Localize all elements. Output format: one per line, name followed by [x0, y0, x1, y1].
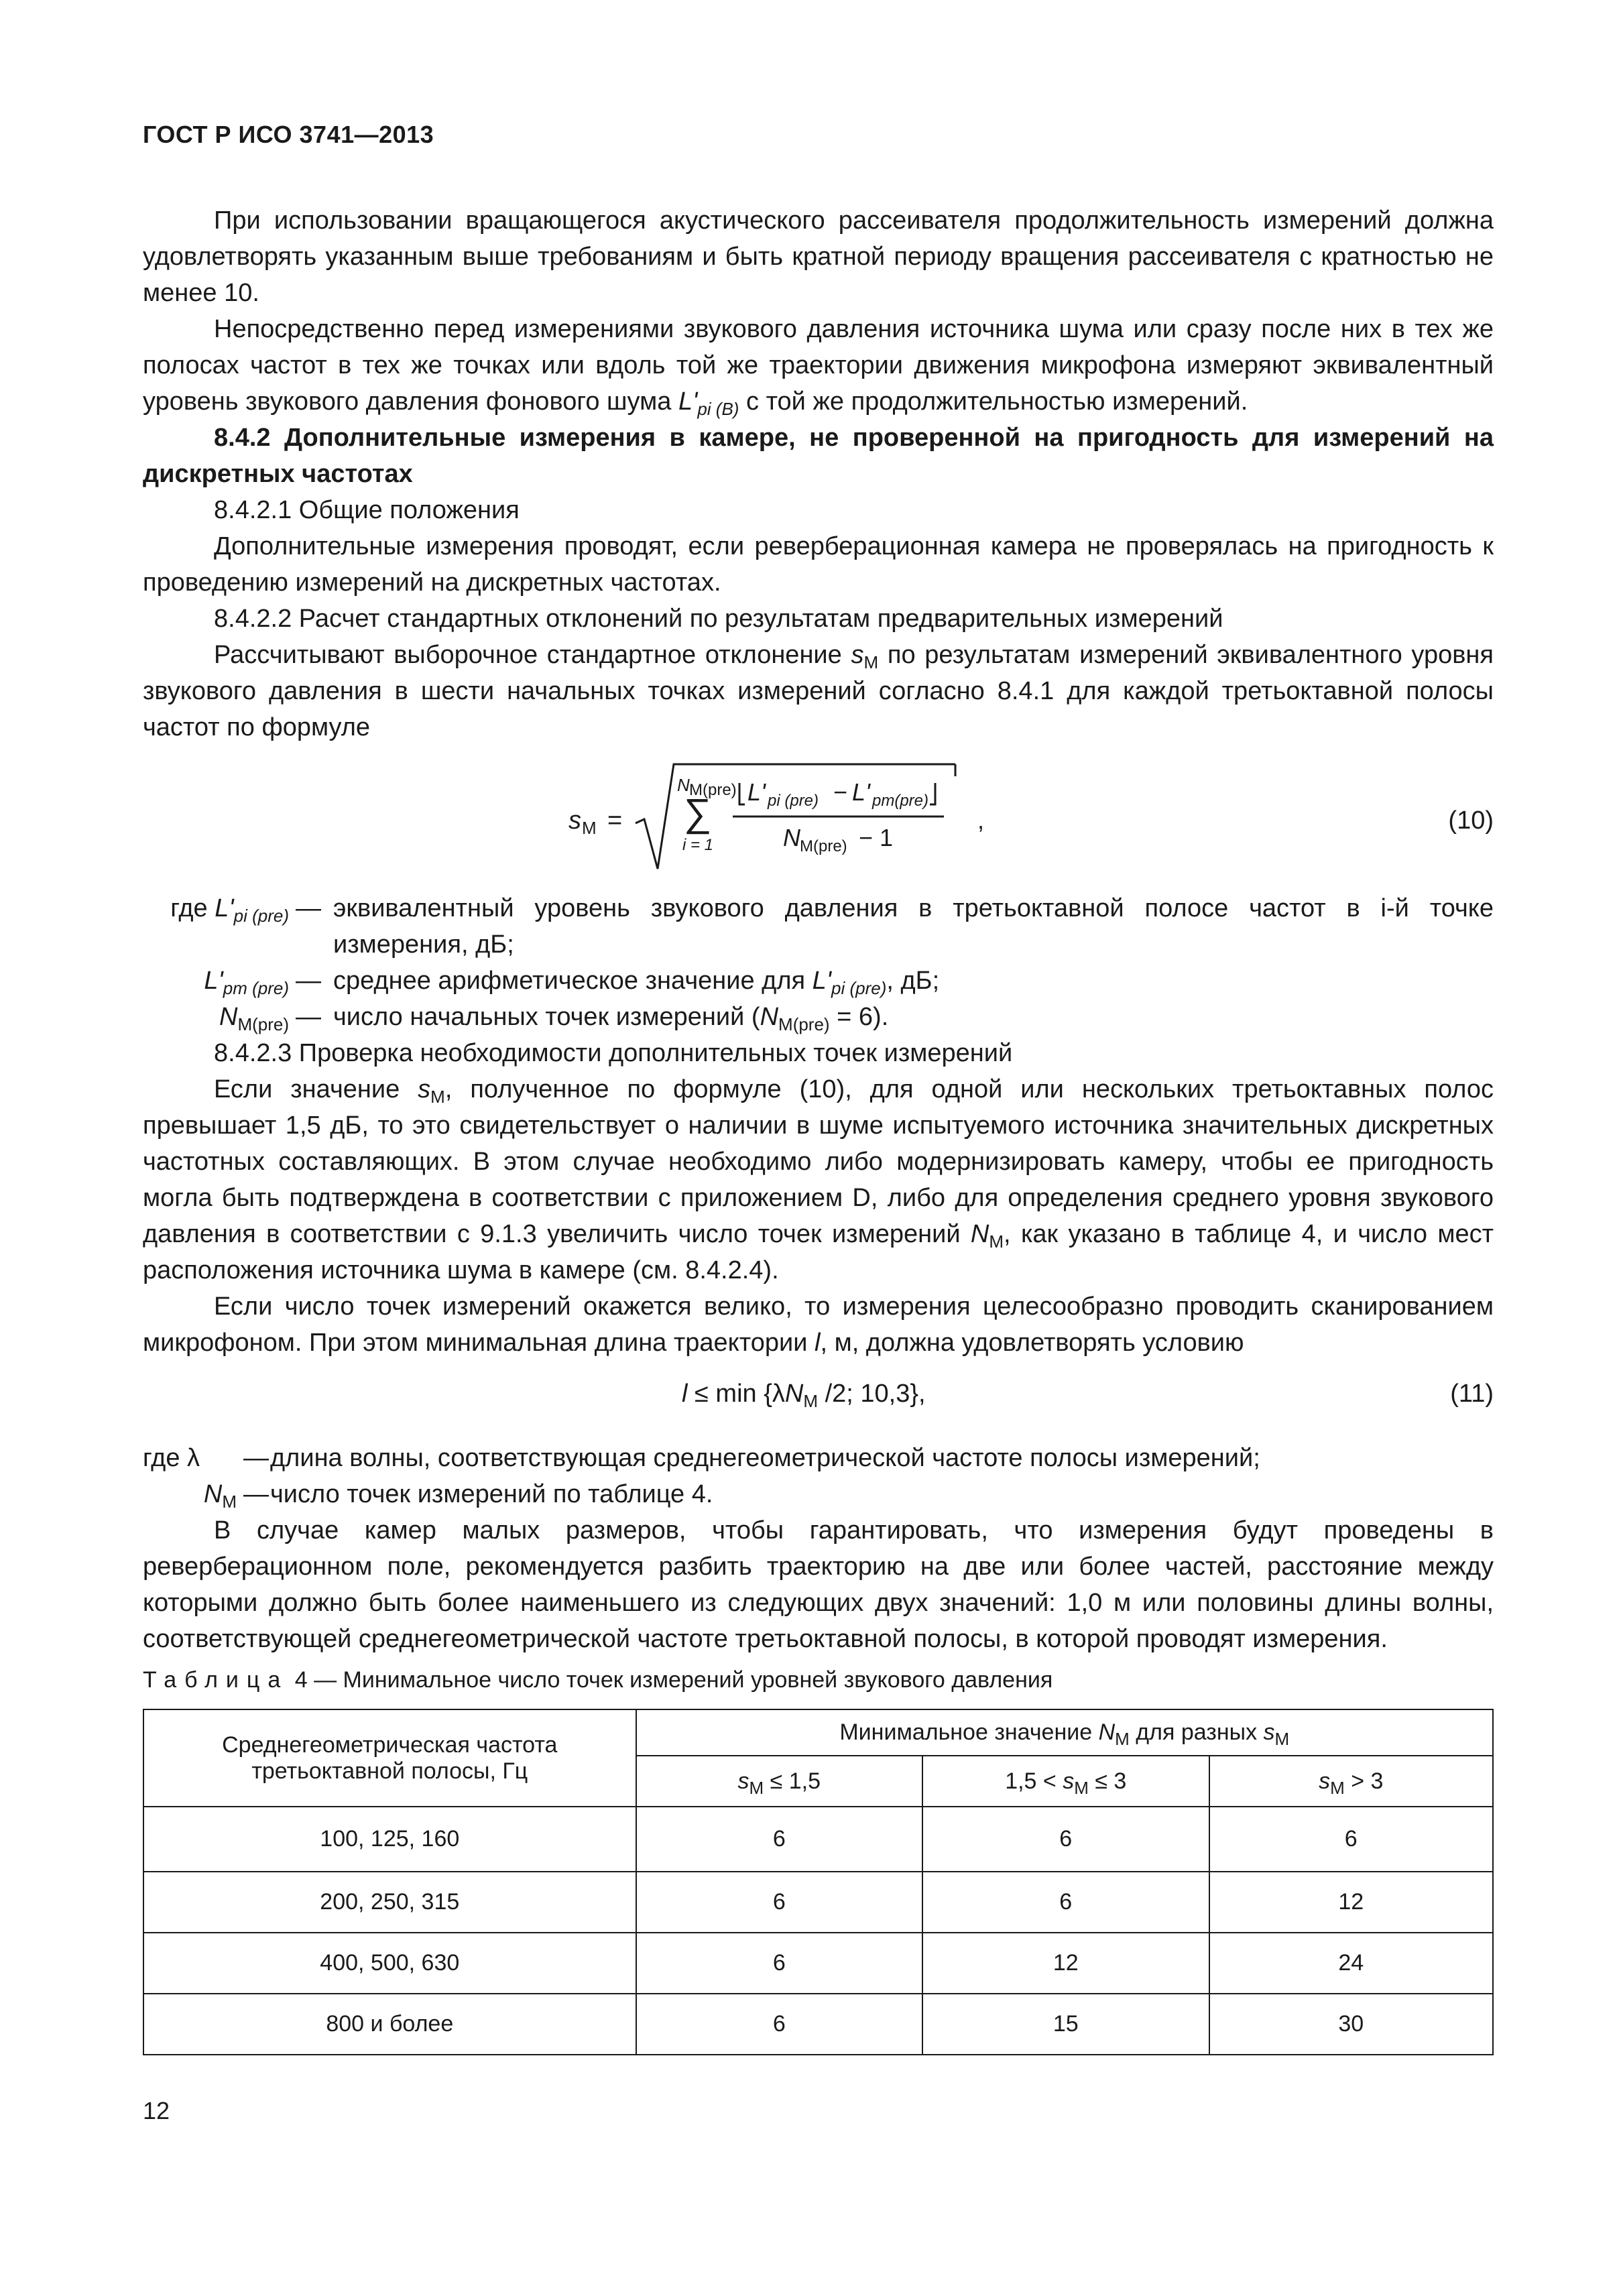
- header-frequency: Среднегеометрическая частота третьоктавной полосы, Гц: [143, 1709, 636, 1807]
- numerator-term-1: L': [747, 778, 766, 806]
- paragraph: Если число точек измерений окажется велико, то измерения целесообразно проводить сканированием микрофоном. При этом минимальная длина траектории l, м, должна удовлетворять условию: [143, 1292, 1494, 1357]
- paragraph: Если значение $s_M$, полученное по формуле (10), для одной или нескольких третьоктавных полос превышает 1,5 дБ, то это свидетельствует о наличии в шуме испытуемого источника значительных дискретных частотных составляющих. В этом случае необходимо либо модернизировать камеру, чтобы ее пригодность могла быть подтверждена в соответствии с приложением D, либо для определения среднего уровня звукового давления в соответствии с 9.1.3 увеличить число точек измерений $N_M$, как указано в таблице 4, и число мест расположения источника шума в камере (см. 8.4.2.4).: [143, 1075, 1494, 1284]
- table-cell: 800 и более: [143, 1994, 636, 2055]
- body-text-block-1: [143, 202, 1494, 745]
- denominator-sub: M(pre): [800, 837, 847, 855]
- table-cell: 6: [636, 1933, 922, 1994]
- sum-lower-limit: i = 1: [682, 836, 714, 854]
- paragraph: Дополнительные измерения проводят, если реверберационная камера не проверялась на пригодность к проведению измерений на дискретных частотах.: [143, 532, 1494, 597]
- formula-11: [143, 1376, 1494, 1412]
- section-heading-8-4-2: 8.4.2 Дополнительные измерения в камере, не проверенной на пригодность для измерений на дискретных частотах: [143, 424, 1494, 488]
- table-cell: 400, 500, 630: [143, 1933, 636, 1994]
- table-cell: 24: [1209, 1933, 1494, 1994]
- sum-upper-limit-sub: M(pre): [689, 781, 737, 799]
- table-cell: 6: [1209, 1807, 1494, 1872]
- section-heading-8-4-2-1: 8.4.2.1 Общие положения: [214, 496, 520, 524]
- equation-number-10: (10): [1448, 806, 1494, 835]
- equation-number-11: (11): [1450, 1380, 1494, 1408]
- body-text-block-2: [143, 890, 1494, 1361]
- table-row: [143, 1872, 1493, 1933]
- sum-symbol: ∑: [684, 791, 712, 835]
- definition-row: где λ — длина волны, соответствующая среднегеометрической частоте полосы измерений;: [143, 1444, 1260, 1472]
- header-sm-le-1-5: $s_M \le 1,5$: [636, 1756, 922, 1807]
- definition-row: $N_M$ — число точек измерений по таблице 4.: [203, 1480, 713, 1512]
- definition-row: $N_{M(pre)}$ — число начальных точек измерений $(N_{M(pre)} = 6)$.: [219, 1003, 889, 1034]
- section-heading-8-4-2-3: 8.4.2.3 Проверка необходимости дополнительных точек измерений: [214, 1039, 1013, 1067]
- table-row: [143, 1933, 1493, 1994]
- table-cell: 15: [922, 1994, 1209, 2055]
- header-minimum-value: Минимальное значение $N_M$ для разных $s_M$: [636, 1709, 1493, 1756]
- formula-10: [143, 749, 1494, 877]
- paragraph: При использовании вращающегося акустического рассеивателя продолжительность измерений должна удовлетворять указанным выше требованиям и быть кратной периоду вращения рассеивателя с кратностью не менее 10.: [143, 206, 1494, 307]
- table-4: [143, 1709, 1494, 2055]
- numerator-minus: −: [833, 778, 848, 806]
- numerator-term-2-sub: pm(pre): [872, 792, 929, 810]
- formula-11-body: $l \le \min \{\lambda N_M$ /2; 10,3},: [682, 1380, 926, 1411]
- table-cell: 30: [1209, 1994, 1494, 2055]
- page-number: 12: [143, 2097, 170, 2124]
- paragraph: В случае камер малых размеров, чтобы гарантировать, что измерения будут проведены в реверберационном поле, рекомендуется разбить траекторию на две или более частей, расстояние между которыми должно быть более наименьшего из следующих двух значений: 1,0 м или половины длины волны, соответствующей среднегеометрической частоте третьоктавной полосы, в которой проводят измерения.: [143, 1516, 1494, 1653]
- paragraph: Рассчитывают выборочное стандартное отклонение $s_M$ по результатам измерений эквивалентного уровня звукового давления в шести начальных точках измерений согласно 8.4.1 для каждой третьоктавной полосы частот по формуле: [143, 641, 1494, 741]
- table-row: [143, 1994, 1493, 2055]
- table-row: [143, 1807, 1493, 1872]
- section-heading-8-4-2-2: 8.4.2.2 Расчет стандартных отклонений по результатам предварительных измерений: [214, 605, 1223, 633]
- table-cell: 6: [922, 1872, 1209, 1933]
- document-header: ГОСТ Р ИСО 3741—2013: [143, 121, 434, 148]
- paragraph: Непосредственно перед измерениями звукового давления источника шума или сразу после них в тех же полосах частот в тех же точках или вдоль той же траектории движения микрофона измеряют эквивалентный уровень звукового давления фонового шума $L'_{pi (B)}$ с той же продолжительностью измерений.: [143, 315, 1494, 419]
- body-text-block-3: [143, 1440, 1494, 1657]
- formula-lhs-sub: M: [582, 818, 597, 838]
- table-cell: 12: [1209, 1872, 1494, 1933]
- numerator-term-2: L': [852, 778, 870, 806]
- denominator-tail: − 1: [859, 824, 894, 851]
- table-header-row: [143, 1709, 1493, 1756]
- table-cell: 6: [922, 1807, 1209, 1872]
- denominator: N: [783, 824, 800, 851]
- definition-row: $L'_{pm (pre)}$ — среднее арифметическое значение для $L'_{pi (pre)}$, дБ;: [204, 967, 940, 998]
- formula-eq: =: [607, 806, 623, 835]
- formula-11-definitions: [143, 1440, 1494, 1512]
- formula-comma: ,: [977, 806, 985, 834]
- table-caption: Таблица 4 — Минимальное число точек измерений уровней звукового давления: [143, 1667, 1053, 1693]
- sum-upper-limit: N: [677, 775, 690, 795]
- header-sm-gt-3: $s_M > 3$: [1209, 1756, 1494, 1807]
- formula-10-definitions: [143, 890, 1494, 1035]
- header-sm-1-5-to-3: $1,5 < s_M \le 3$: [922, 1756, 1209, 1807]
- table-cell: 12: [922, 1933, 1209, 1994]
- table-cell: 100, 125, 160: [143, 1807, 636, 1872]
- numerator-term-1-sub: pi (pre): [768, 792, 819, 810]
- table-cell: 6: [636, 1872, 922, 1933]
- definition-row: где $L'_{pi (pre)}$ — эквивалентный уровень звукового давления в третьоктавной полосе частот в i-й точке измерения, дБ;: [170, 894, 1494, 959]
- table-cell: 6: [636, 1807, 922, 1872]
- table-cell: 6: [636, 1994, 922, 2055]
- formula-lhs: s: [568, 806, 581, 835]
- table-cell: 200, 250, 315: [143, 1872, 636, 1933]
